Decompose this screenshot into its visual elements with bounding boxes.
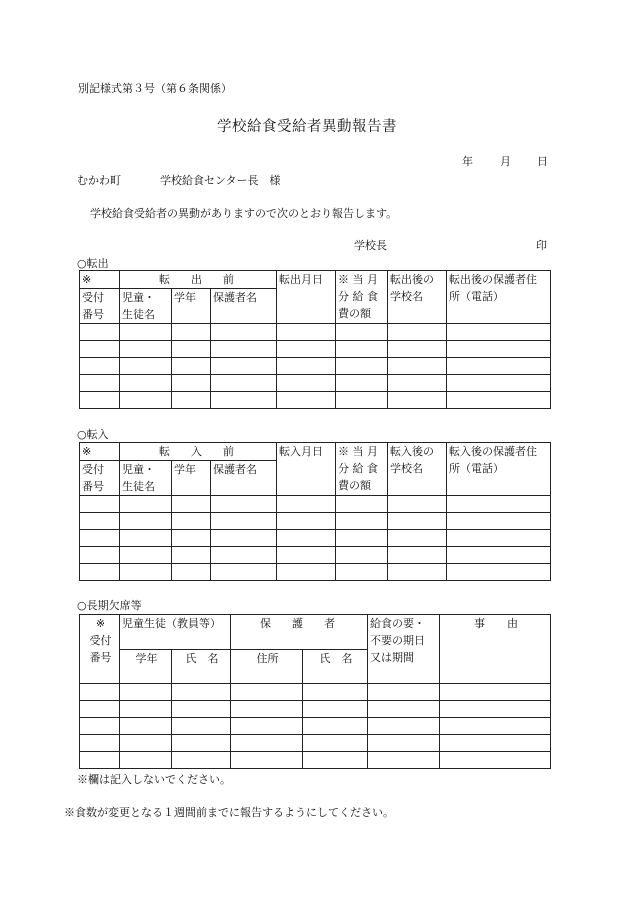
mark-header: ※: [80, 615, 120, 633]
meal-fee-header: ※ 当 月 分 給 食 費の額: [336, 271, 388, 324]
guardian-name-header: 保護者名: [211, 289, 277, 324]
before-group-header: 転 出 前: [120, 271, 277, 289]
guardian-group-header: 保 護 者: [231, 615, 368, 633]
meal-need-header: 給食の要・ 不要の期日 又は期間: [368, 615, 440, 684]
address-header: 住所: [231, 649, 303, 683]
table-row: [80, 392, 551, 409]
student-name-header: 氏 名: [172, 649, 231, 683]
document-title: 学校給食受給者異動報告書: [217, 119, 397, 135]
table-row: [80, 734, 551, 751]
deadline-note: ※食数が変更となる１週間前までに報告するようにしてください。: [64, 806, 394, 819]
date-day-label: 日: [537, 155, 548, 168]
new-address-header: 転出後の保護者住 所（電話）: [447, 271, 551, 324]
before-group-header: 転 入 前: [120, 443, 277, 461]
date-header: 転入月日: [277, 443, 336, 496]
mark-note: ※欄は記入しないでください。: [77, 773, 231, 786]
section-label-transfer-out: ○転出: [77, 257, 109, 270]
new-school-header: 転入後の 学校名: [388, 443, 447, 496]
receipt-number-header-line2: 番号: [80, 649, 120, 683]
date-year-label: 年: [462, 155, 473, 168]
table-row: [80, 496, 551, 513]
student-group-header: 児童生徒（教員等）: [120, 615, 231, 633]
date-header: 転出月日: [277, 271, 336, 324]
meal-fee-header: ※ 当 月 分 給 食 費の額: [336, 443, 388, 496]
intro-text: 学校給食受給者の異動がありますので次のとおり報告します。: [90, 207, 398, 220]
section-label-long-absence: ○長期欠席等: [77, 599, 142, 612]
guardian-name-header: 氏 名: [303, 649, 368, 683]
table-row: [80, 530, 551, 547]
date-month-label: 月: [500, 155, 511, 168]
new-school-header: 転出後の 学校名: [388, 271, 447, 324]
addressee-title: 学校給食センター長 様: [160, 174, 281, 187]
principal-label: 学校長: [354, 239, 387, 252]
long-absence-table: [79, 614, 551, 769]
table-row: [80, 564, 551, 581]
table-row: [80, 358, 551, 375]
section-label-transfer-in: ○転入: [77, 428, 109, 441]
table-row: [80, 683, 551, 700]
receipt-number-header: 受付 番号: [80, 289, 120, 324]
new-address-header: 転入後の保護者住 所（電話）: [447, 443, 551, 496]
table-row: [80, 751, 551, 768]
student-name-header: 児童・ 生徒名: [120, 461, 172, 496]
seal-label: 印: [536, 239, 547, 252]
receipt-number-header: 受付: [80, 632, 120, 649]
receipt-number-header: 受付 番号: [80, 461, 120, 496]
transfer-out-table: [79, 270, 551, 409]
table-row: [80, 375, 551, 392]
form-reference: 別記様式第３号（第６条関係）: [78, 82, 232, 95]
table-row: [80, 700, 551, 717]
table-row: [80, 513, 551, 530]
grade-header: 学年: [172, 289, 211, 324]
student-name-header: 児童・ 生徒名: [120, 289, 172, 324]
table-row: [80, 324, 551, 341]
table-row: [80, 717, 551, 734]
mark-header: ※: [80, 271, 120, 289]
grade-header: 学年: [120, 649, 172, 683]
transfer-in-table: [79, 442, 551, 581]
guardian-name-header: 保護者名: [211, 461, 277, 496]
table-row: [80, 341, 551, 358]
table-row: [80, 547, 551, 564]
mark-header: ※: [80, 443, 120, 461]
addressee-town: むかわ町: [77, 174, 121, 187]
grade-header: 学年: [172, 461, 211, 496]
reason-header: 事 由: [440, 615, 551, 684]
